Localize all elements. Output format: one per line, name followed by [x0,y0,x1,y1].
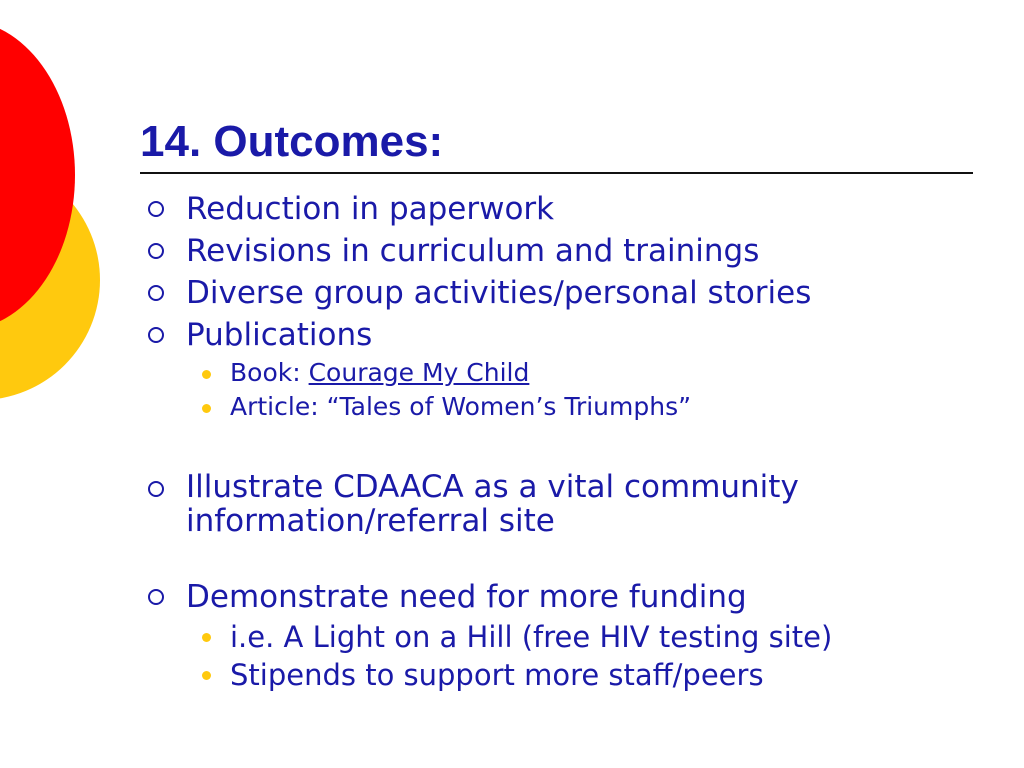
list-item-text: Publications [186,317,373,353]
list-item-text: Demonstrate need for more funding [186,579,747,615]
sub-list-item [148,390,998,424]
sub-list-item [148,356,998,390]
sub-item-text: Article: “Tales of Women’s Triumphs” [230,392,692,421]
title-divider [140,172,973,174]
hollow-circle-bullet-icon [148,243,164,259]
hollow-circle-bullet-icon [148,327,164,343]
list-item [148,466,998,538]
list-item [148,314,998,356]
sub-list-item [148,656,998,694]
list-item [148,188,998,230]
list-item [148,272,998,314]
dot-bullet-icon [202,370,211,379]
spacer [148,538,998,576]
dot-bullet-icon [202,633,211,642]
spacer [148,424,998,466]
book-title-link[interactable]: Courage My Child [308,358,530,387]
hollow-circle-bullet-icon [148,285,164,301]
hollow-circle-bullet-icon [148,201,164,217]
dot-bullet-icon [202,404,211,413]
dot-bullet-icon [202,671,211,680]
sub-item-text: Stipends to support more staff/peers [230,658,764,692]
bullet-list [148,188,998,694]
list-item [148,230,998,272]
slide-title: 14. Outcomes: [140,117,444,166]
list-item-text: Revisions in curriculum and trainings [186,233,760,269]
sub-list-item [148,618,998,656]
list-item-text: Diverse group activities/personal stories [186,275,812,311]
sub-item-text: i.e. A Light on a Hill (free HIV testing site) [230,620,833,654]
hollow-circle-bullet-icon [148,589,164,605]
sub-item-prefix: Book: [230,358,309,387]
list-item [148,576,998,618]
hollow-circle-bullet-icon [148,481,164,497]
list-item-text: Illustrate CDAACA as a vital community information/referral site [186,469,799,539]
list-item-text: Reduction in paperwork [186,191,555,227]
